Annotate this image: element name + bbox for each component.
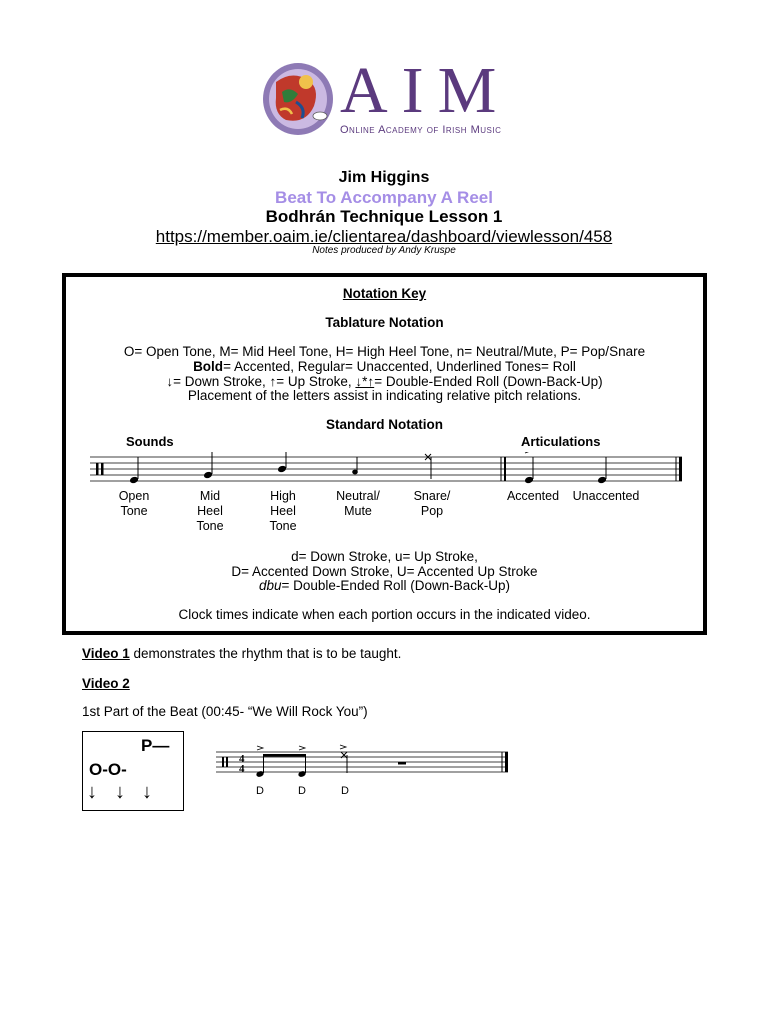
sounds-label: Sounds: [126, 434, 174, 449]
unaccented-note: [597, 457, 607, 484]
notation-key-heading: Notation Key: [342, 286, 427, 301]
dbu-term: dbu: [258, 578, 282, 593]
down-arrow-icon: ↓: [142, 781, 152, 803]
label-unaccented: Unaccented: [572, 489, 640, 503]
tablature-line-3-a: ↓= Down Stroke, ↑= Up Stroke,: [166, 374, 356, 389]
tab-open-tones: O-O-: [89, 760, 127, 779]
label-line: High: [270, 489, 296, 503]
label-line: Open: [118, 489, 150, 503]
tablature-line-4: Placement of the letters assist in indicating relative pitch relations.: [187, 388, 582, 403]
stroke-label: D: [341, 785, 349, 797]
author-name: Jim Higgins: [338, 169, 430, 186]
tablature-line-2-rest: = Accented, Regular= Unaccented, Underlined Tones= Roll: [223, 359, 576, 374]
time-sig-top: 4: [239, 753, 245, 765]
clock-note: Clock times indicate when each portion occurs in the indicated video.: [178, 607, 591, 622]
time-sig-bottom: 4: [239, 763, 245, 775]
open-tone-note: [129, 457, 139, 484]
label-neutral-mute: [328, 489, 388, 519]
tab-pop: P—: [141, 736, 170, 755]
label-line: Heel: [270, 504, 296, 518]
label-line: Heel: [197, 504, 223, 518]
down-arrow-icon: ↓: [87, 781, 97, 803]
label-line: Mute: [344, 504, 372, 518]
tablature-heading: Tablature Notation: [325, 315, 444, 330]
label-line: Neutral/: [336, 489, 380, 503]
standard-notation-heading: Standard Notation: [326, 417, 443, 432]
notation-key-box: [62, 273, 707, 635]
label-line: Snare/: [413, 489, 451, 503]
bold-word: Bold: [193, 359, 224, 374]
rhythm-staff: [212, 742, 512, 787]
stroke-line-3: [66, 579, 703, 594]
roll-symbol: ↓*↑: [355, 374, 375, 389]
stroke-label: D: [256, 785, 264, 797]
label-high-heel: [262, 489, 304, 534]
label-snare-pop: [404, 489, 460, 519]
stroke-label: D: [298, 785, 306, 797]
neutral-mute-note: [352, 457, 358, 474]
label-line: Tone: [120, 504, 148, 518]
stroke-line-1: d= Down Stroke, u= Up Stroke,: [291, 549, 478, 564]
video-1-text: demonstrates the rhythm that is to be taught.: [129, 646, 402, 661]
video-1-label: Video 1: [82, 646, 130, 661]
part-1-heading: 1st Part of the Beat (00:45- “We Will Rock You”): [82, 704, 368, 719]
video-1-paragraph: [82, 646, 401, 661]
stroke-line-3-rest: = Double-Ended Roll (Down-Back-Up): [281, 578, 510, 593]
stroke-line-2: D= Accented Down Stroke, U= Accented Up Stroke: [231, 564, 538, 579]
lesson-link[interactable]: https://member.oaim.ie/clientarea/dashboard/viewlesson/458: [155, 227, 613, 246]
label-line: Pop: [420, 504, 444, 518]
down-arrow-icon: ↓: [115, 781, 125, 803]
lesson-title: Beat To Accompany A Reel: [275, 188, 493, 207]
mid-heel-note: [203, 452, 213, 479]
tablature-box: [82, 731, 184, 811]
label-mid-heel: [189, 489, 231, 534]
video-2-label: Video 2: [82, 676, 130, 691]
label-line: Tone: [269, 519, 297, 533]
video-2-heading: [82, 676, 130, 691]
tablature-line-3-b: = Double-Ended Roll (Down-Back-Up): [374, 374, 603, 389]
tablature-line-2: [66, 360, 703, 375]
credit-note: Notes produced by Andy Kruspe: [312, 245, 456, 256]
beam: [263, 754, 306, 757]
accented-pop-note: [340, 745, 347, 773]
label-line: Mid: [199, 489, 221, 503]
lesson-name: Bodhrán Technique Lesson 1: [265, 207, 503, 226]
half-rest: [398, 762, 406, 765]
label-open-tone: [113, 489, 155, 519]
oaim-logo-seal-icon: [262, 62, 334, 136]
label-line: Tone: [196, 519, 224, 533]
logo-wordmark: AIM: [340, 54, 511, 127]
tablature-line-1: O= Open Tone, M= Mid Heel Tone, H= High Heel Tone, n= Neutral/Mute, P= Pop/Snare: [123, 344, 646, 359]
articulations-label: Articulations: [521, 434, 601, 449]
label-accented: Accented: [506, 489, 560, 503]
logo-subtitle: Online Academy of Irish Music: [340, 124, 502, 136]
